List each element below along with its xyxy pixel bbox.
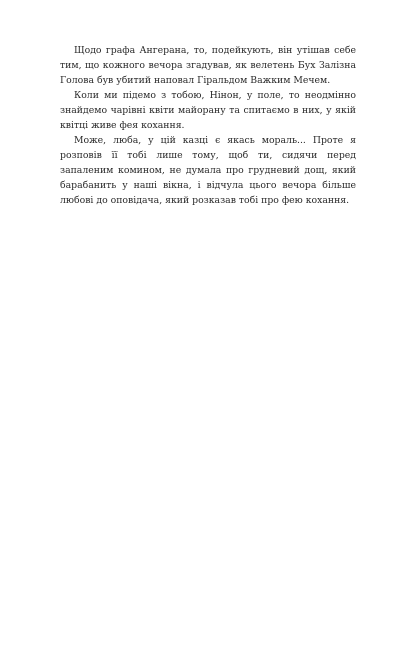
page-text — [60, 43, 356, 208]
paragraph-2: Коли ми підемо з тобою, Нінон, у поле, то неодмінно знайдемо чарівні квіти майорану та спитаємо в них, у якій квітці живе фея кохання. — [60, 90, 356, 131]
paragraph-3: Може, люба, у цій казці є якась мораль... Проте я розповів її тобі лише тому, щоб ти, сидячи перед запаленим комином, не думала про грудневий дощ, який барабанить у наші вікна, і відчула цього вечора більше любові до оповідача, який розказав тобі про фею кохання. — [60, 135, 356, 206]
paragraph-1: Щодо графа Ангерана, то, подейкують, він утішав себе тим, що кожного вечора згадував, як велетень Бух Залізна Голова був убитий наповал Гіральдом Важким Мечем. — [60, 45, 356, 86]
